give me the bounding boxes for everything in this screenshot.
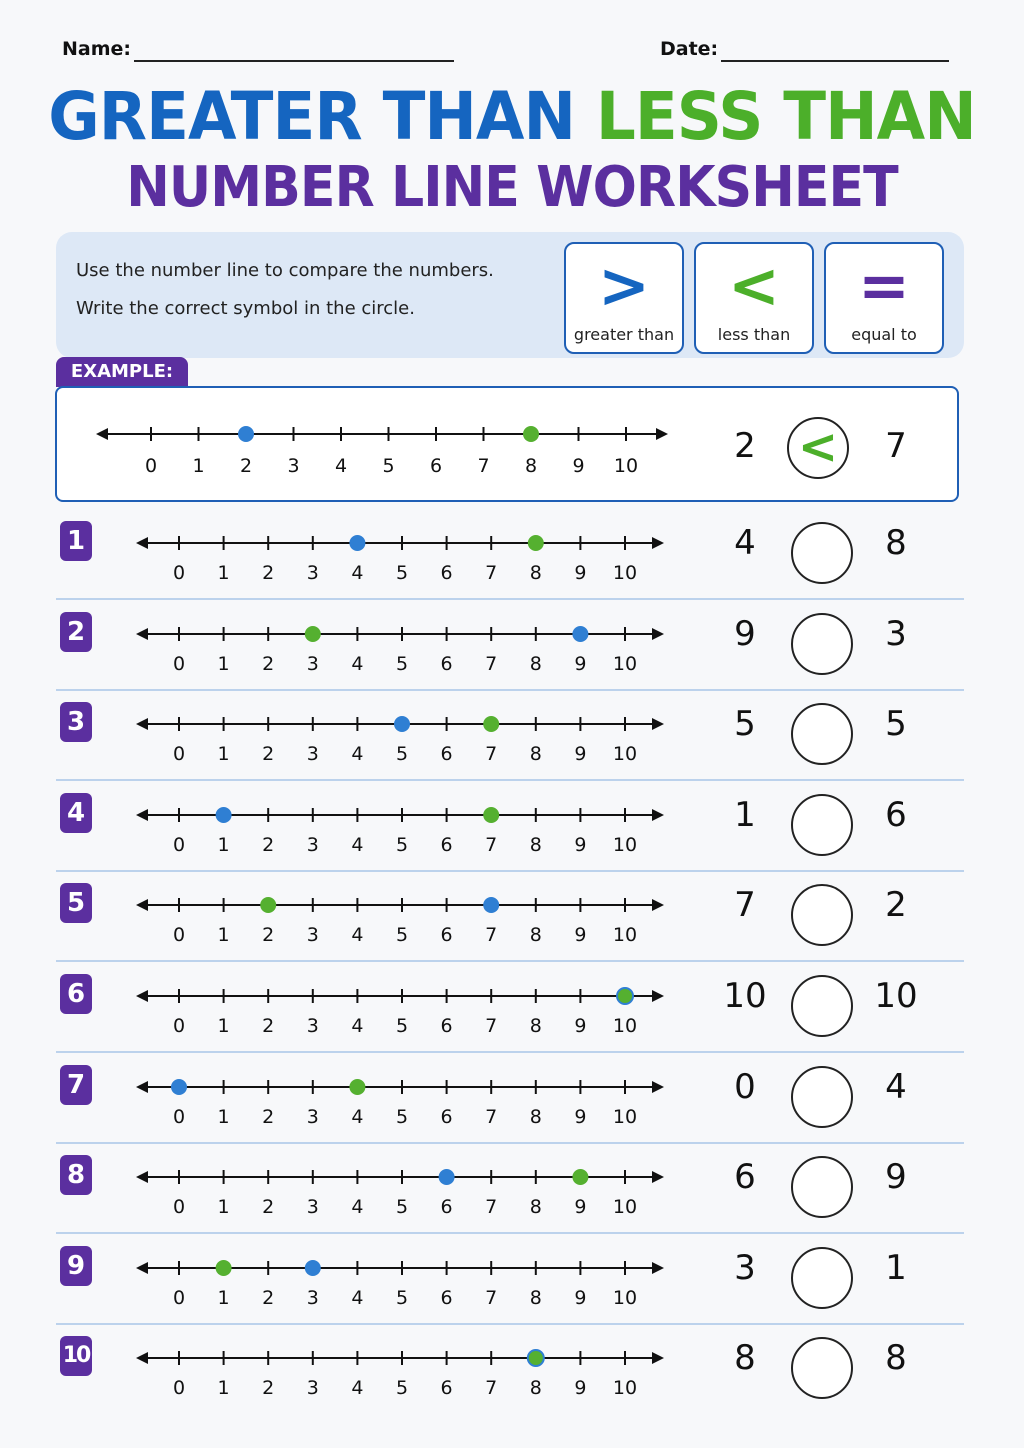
tick-label: 2: [262, 743, 275, 765]
tick-label: 6: [440, 1196, 453, 1218]
tick-label: 5: [395, 1015, 409, 1037]
answer-circle[interactable]: [791, 1337, 853, 1399]
tick-label: 9: [572, 455, 585, 477]
tick-label: 2: [262, 1377, 275, 1399]
instruction-line-1: Use the number line to compare the numbers.: [76, 260, 494, 281]
equal-symbol: =: [858, 249, 910, 322]
left-number: 4: [734, 523, 756, 563]
tick-label: 5: [395, 834, 409, 856]
tick-label: 6: [429, 455, 443, 477]
tick-label: 2: [262, 924, 275, 946]
tick-label: 9: [574, 834, 587, 856]
tick-label: 2: [239, 455, 253, 477]
tick-label: 0: [172, 653, 186, 675]
tick-label: 0: [172, 1377, 186, 1399]
tick-label: 8: [529, 1287, 542, 1309]
tick-label: 7: [485, 653, 498, 675]
right-number: 8: [885, 1338, 907, 1378]
tick-label: 2: [262, 653, 275, 675]
right-number: 9: [885, 1157, 907, 1197]
right-number: 8: [885, 523, 907, 563]
tick-label: 4: [351, 924, 364, 946]
tick-label: 10: [612, 924, 638, 946]
tick-label: 4: [351, 1015, 364, 1037]
tick-label: 1: [217, 834, 230, 856]
title-less-than: LESS THAN: [595, 78, 976, 155]
less-than-caption: less than: [717, 325, 791, 344]
tick-label: 3: [306, 1196, 319, 1218]
tick-label: 0: [172, 562, 186, 584]
example-right-number: 7: [885, 426, 907, 466]
tick-label: 0: [172, 1196, 186, 1218]
tick-label: 9: [574, 924, 587, 946]
left-number: 5: [734, 704, 756, 744]
tick-label: 2: [262, 834, 275, 856]
tick-label: 10: [612, 1287, 638, 1309]
tick-label: 1: [217, 1377, 230, 1399]
tick-label: 2: [262, 1287, 275, 1309]
tick-label: 8: [529, 562, 542, 584]
left-number: 0: [734, 1067, 756, 1107]
tick-label: 3: [306, 1106, 319, 1128]
tick-label: 7: [485, 1015, 498, 1037]
instruction-line-2: Write the correct symbol in the circle.: [76, 298, 415, 319]
less-than-symbol: <: [728, 249, 780, 322]
tick-label: 4: [351, 1287, 364, 1309]
tick-label: 9: [574, 1015, 587, 1037]
tick-label: 6: [440, 1287, 453, 1309]
tick-label: 3: [306, 1015, 319, 1037]
tick-label: 10: [612, 1015, 638, 1037]
tick-label: 9: [574, 1196, 587, 1218]
overlap-dot: [528, 1350, 544, 1366]
problem-number-badge: 9: [60, 1246, 92, 1286]
tick-label: 3: [306, 924, 319, 946]
tick-label: 5: [395, 1377, 409, 1399]
tick-label: 10: [613, 455, 639, 477]
tick-label: 8: [529, 1196, 542, 1218]
tick-label: 2: [262, 562, 275, 584]
problem-number-badge: 5: [60, 883, 92, 923]
left-number: 1: [734, 795, 756, 835]
tick-label: 0: [172, 1015, 186, 1037]
problem-number-badge: 3: [60, 702, 92, 742]
tick-label: 0: [172, 924, 186, 946]
tick-label: 10: [612, 834, 638, 856]
problem-number-badge: 8: [60, 1155, 92, 1195]
tick-label: 6: [440, 1377, 453, 1399]
arrow-right-icon: [652, 1352, 664, 1364]
greater-than-caption: greater than: [573, 325, 675, 344]
tick-label: 2: [262, 1106, 275, 1128]
left-number: 6: [734, 1157, 756, 1197]
tick-label: 6: [440, 1106, 453, 1128]
greater-than-symbol: >: [598, 249, 650, 322]
left-number: 3: [734, 1248, 756, 1288]
right-number: 1: [885, 1248, 907, 1288]
tick-label: 3: [306, 834, 319, 856]
tick-label: 0: [144, 455, 158, 477]
tick-label: 8: [529, 834, 542, 856]
tick-label: 1: [217, 1015, 230, 1037]
right-number: 10: [874, 976, 918, 1016]
problem-number-badge: 2: [60, 612, 92, 652]
problem-number-badge: 7: [60, 1065, 92, 1105]
tick-label: 9: [574, 1377, 587, 1399]
tick-label: 4: [351, 1377, 364, 1399]
tick-label: 10: [612, 1377, 638, 1399]
tick-label: 7: [485, 1287, 498, 1309]
tick-label: 1: [217, 1287, 230, 1309]
tick-label: 4: [351, 1106, 364, 1128]
tick-label: 5: [395, 743, 409, 765]
right-number: 5: [885, 704, 907, 744]
right-number: 2: [885, 885, 907, 925]
tick-label: 6: [440, 562, 453, 584]
tick-label: 7: [485, 1377, 498, 1399]
tick-label: 1: [217, 1196, 230, 1218]
left-number: 7: [734, 885, 756, 925]
tick-label: 1: [217, 653, 230, 675]
tick-label: 0: [172, 1287, 186, 1309]
example-tag: EXAMPLE:: [56, 357, 188, 387]
tick-label: 4: [351, 743, 364, 765]
tick-label: 1: [217, 562, 230, 584]
tick-label: 9: [574, 653, 587, 675]
tick-label: 3: [306, 1287, 319, 1309]
tick-label: 3: [306, 653, 319, 675]
tick-label: 4: [351, 562, 364, 584]
tick-label: 5: [395, 1287, 409, 1309]
tick-label: 7: [477, 455, 490, 477]
problem-number-badge: 4: [60, 793, 92, 833]
tick-label: 9: [574, 562, 587, 584]
tick-label: 8: [529, 924, 542, 946]
tick-label: 5: [382, 455, 395, 477]
tick-label: 5: [395, 924, 409, 946]
tick-label: 2: [262, 1015, 275, 1037]
tick-label: 7: [485, 834, 498, 856]
tick-label: 7: [485, 562, 498, 584]
tick-label: 10: [612, 743, 638, 765]
tick-label: 10: [612, 562, 638, 584]
tick-label: 3: [287, 455, 300, 477]
tick-label: 1: [192, 455, 205, 477]
tick-label: 10: [612, 653, 638, 675]
tick-label: 8: [529, 653, 542, 675]
tick-label: 5: [395, 1196, 409, 1218]
right-number: 6: [885, 795, 907, 835]
tick-label: 8: [529, 1015, 542, 1037]
tick-label: 5: [395, 653, 409, 675]
tick-label: 7: [485, 1196, 498, 1218]
tick-label: 10: [612, 1106, 638, 1128]
problem-number-badge: 10: [60, 1336, 92, 1376]
tick-label: 0: [172, 743, 186, 765]
date-label: Date:: [660, 38, 719, 60]
example-left-number: 2: [734, 426, 756, 466]
right-number: 3: [885, 614, 907, 654]
tick-label: 7: [485, 743, 498, 765]
tick-label: 8: [529, 1106, 542, 1128]
right-number: 4: [885, 1067, 907, 1107]
tick-label: 8: [529, 743, 542, 765]
tick-label: 5: [395, 1106, 409, 1128]
left-number: 10: [723, 976, 767, 1016]
problem-number-badge: 1: [60, 521, 92, 561]
tick-label: 1: [217, 743, 230, 765]
tick-label: 3: [306, 1377, 319, 1399]
problem-number-badge: 6: [60, 974, 92, 1014]
tick-label: 9: [574, 1287, 587, 1309]
tick-label: 4: [351, 653, 364, 675]
tick-label: 6: [440, 653, 453, 675]
tick-label: 6: [440, 924, 453, 946]
tick-label: 2: [262, 1196, 275, 1218]
tick-label: 3: [306, 562, 319, 584]
left-number: 9: [734, 614, 756, 654]
tick-label: 9: [574, 743, 587, 765]
tick-label: 6: [440, 834, 453, 856]
tick-label: 4: [334, 455, 348, 477]
tick-label: 0: [172, 834, 186, 856]
tick-label: 1: [217, 1106, 230, 1128]
tick-label: 6: [440, 1015, 453, 1037]
tick-label: 7: [485, 924, 498, 946]
tick-label: 8: [524, 455, 538, 477]
title-greater-than: GREATER THAN: [48, 78, 576, 155]
tick-label: 3: [306, 743, 319, 765]
tick-label: 6: [440, 743, 453, 765]
equal-caption: equal to: [851, 325, 917, 344]
tick-label: 4: [351, 834, 364, 856]
name-label: Name:: [62, 38, 132, 60]
example-answer-circle: <: [787, 417, 849, 479]
tick-label: 5: [395, 562, 409, 584]
left-number: 8: [734, 1338, 756, 1378]
tick-label: 7: [485, 1106, 498, 1128]
tick-label: 0: [172, 1106, 186, 1128]
tick-label: 1: [217, 924, 230, 946]
tick-label: 4: [351, 1196, 364, 1218]
subtitle: NUMBER LINE WORKSHEET: [126, 155, 898, 220]
tick-label: 10: [612, 1196, 638, 1218]
arrow-left-icon: [136, 1352, 148, 1364]
tick-label: 9: [574, 1106, 587, 1128]
tick-label: 8: [529, 1377, 542, 1399]
